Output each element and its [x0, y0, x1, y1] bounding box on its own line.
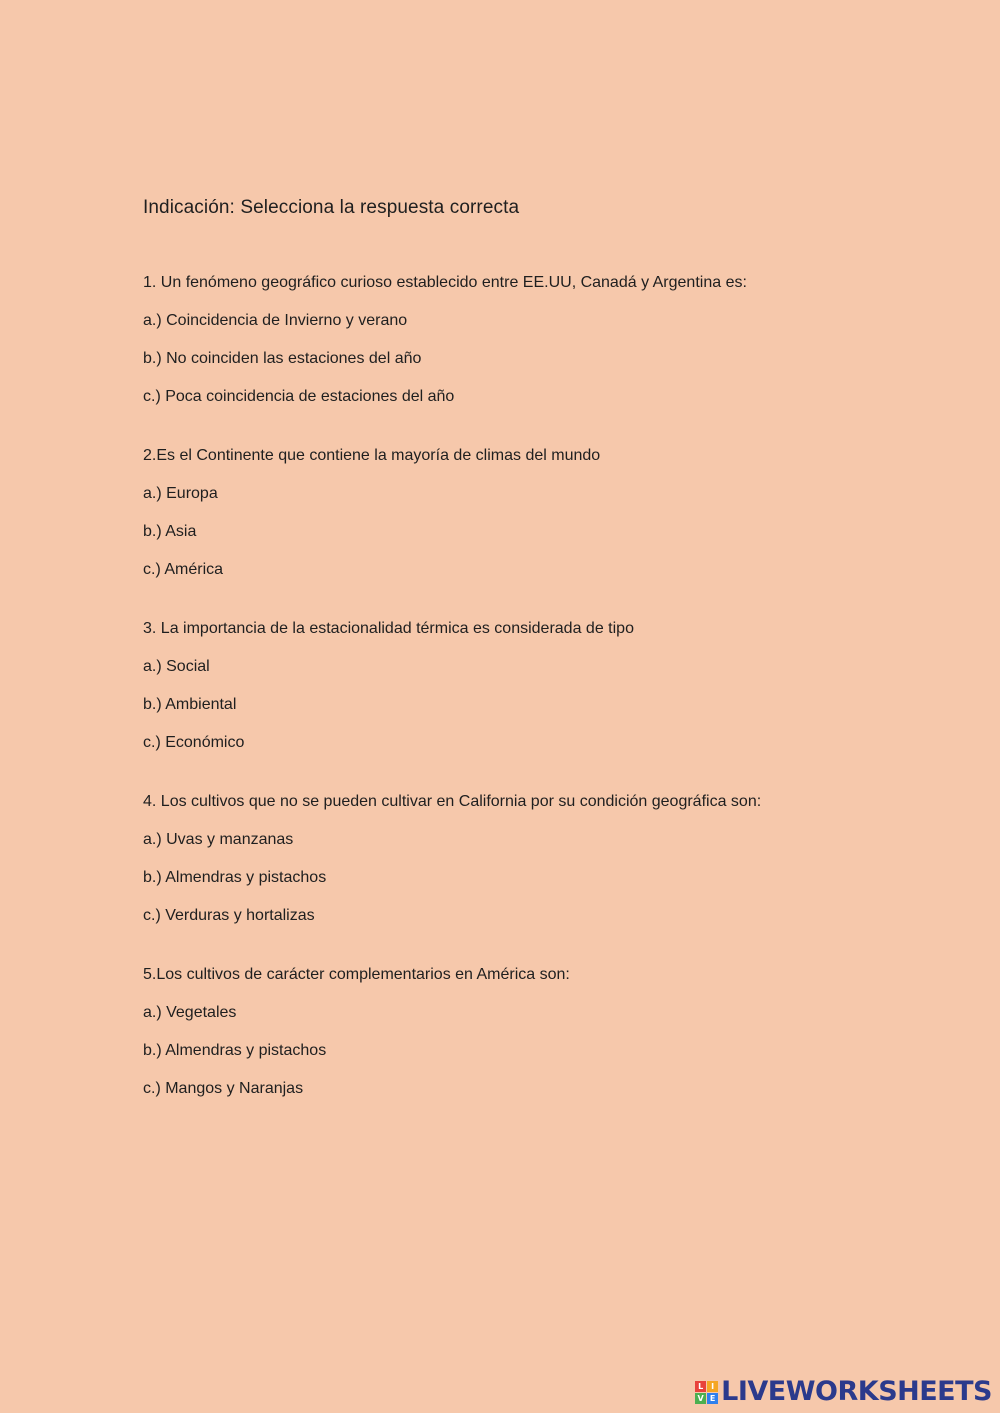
liveworksheets-logo-icon [695, 1381, 718, 1404]
question-text: 3. La importancia de la estacionalidad térmica es considerada de tipo [143, 620, 634, 637]
question-5 [143, 965, 943, 1099]
instruction-text: Indicación: Selecciona la respuesta correcta [143, 197, 520, 218]
liveworksheets-brand [695, 1377, 992, 1407]
option-b[interactable]: b.) Almendras y pistachos [143, 869, 327, 886]
option-a[interactable]: a.) Coincidencia de Invierno y verano [143, 312, 408, 329]
answer-options [143, 830, 943, 926]
option-c[interactable]: c.) Mangos y Naranjas [143, 1080, 304, 1097]
logo-tile: E [707, 1393, 718, 1404]
logo-tile: L [695, 1381, 706, 1392]
logo-tile: V [695, 1393, 706, 1404]
option-c[interactable]: c.) Económico [143, 734, 245, 751]
answer-options [143, 1003, 943, 1099]
option-c[interactable]: c.) Poca coincidencia de estaciones del año [143, 388, 455, 405]
question-4 [143, 792, 943, 926]
brand-name: LIVEWORKSHEETS [721, 1376, 992, 1407]
logo-tile: I [707, 1381, 718, 1392]
option-b[interactable]: b.) Asia [143, 523, 197, 540]
option-b[interactable]: b.) No coinciden las estaciones del año [143, 350, 422, 367]
answer-options [143, 484, 943, 580]
question-1 [143, 273, 943, 407]
option-b[interactable]: b.) Ambiental [143, 696, 237, 713]
question-3 [143, 619, 943, 753]
option-b[interactable]: b.) Almendras y pistachos [143, 1042, 327, 1059]
option-c[interactable]: c.) América [143, 561, 224, 578]
question-text: 1. Un fenómeno geográfico curioso establecido entre EE.UU, Canadá y Argentina es: [143, 274, 747, 291]
question-text: 4. Los cultivos que no se pueden cultivar en California por su condición geográfica son: [143, 793, 762, 810]
option-c[interactable]: c.) Verduras y hortalizas [143, 907, 315, 924]
option-a[interactable]: a.) Vegetales [143, 1004, 237, 1021]
option-a[interactable]: a.) Europa [143, 485, 218, 502]
answer-options [143, 311, 943, 407]
question-2 [143, 446, 943, 580]
answer-options [143, 657, 943, 753]
worksheet [143, 196, 943, 1138]
option-a[interactable]: a.) Uvas y manzanas [143, 831, 294, 848]
option-a[interactable]: a.) Social [143, 658, 210, 675]
question-text: 2.Es el Continente que contiene la mayoría de climas del mundo [143, 447, 601, 464]
question-text: 5.Los cultivos de carácter complementarios en América son: [143, 966, 570, 983]
